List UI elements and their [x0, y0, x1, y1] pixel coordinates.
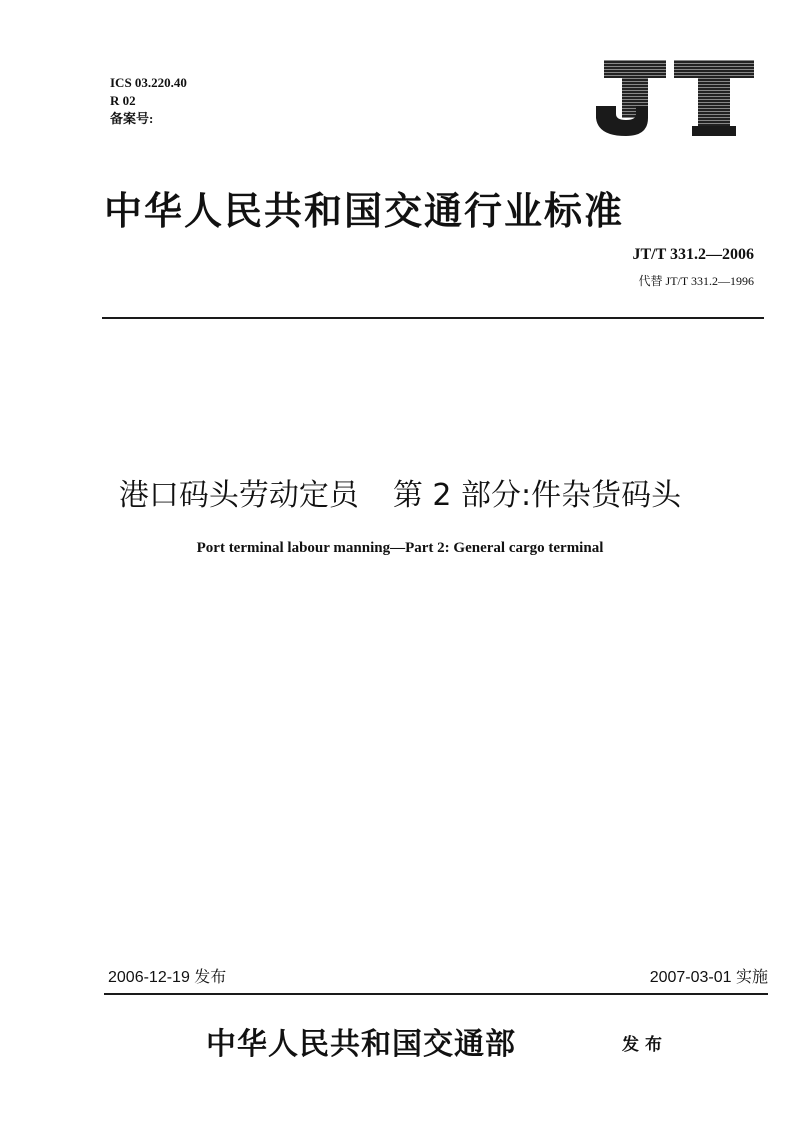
document-title-part1: 港口码头劳动定员: [118, 478, 359, 513]
publisher-name: 中华人民共和国交通部: [206, 1027, 516, 1062]
jt-logo-graphic: [596, 56, 756, 138]
header-title: 中华人民共和国交通行业标准: [104, 188, 625, 233]
bottom-divider: [104, 993, 768, 995]
jt-logo: [596, 56, 756, 138]
replaces-standard: 代替 JT/T 331.2—1996: [638, 274, 754, 288]
document-title-part2: 第 2 部分:件杂货码头: [392, 478, 682, 513]
document-title-english: Port terminal labour manning—Part 2: General cargo terminal: [196, 540, 604, 556]
category-code: R 02: [110, 93, 136, 108]
standard-number: JT/T 331.2—2006: [632, 246, 754, 263]
ics-code: ICS 03.220.40: [110, 75, 187, 90]
document-title: [0, 470, 800, 514]
publish-label: 发布: [622, 1035, 668, 1055]
record-number-label: 备案号:: [110, 111, 154, 126]
implementation-date: 2007-03-01 实施: [649, 969, 768, 986]
classification-codes: [110, 74, 187, 128]
top-divider: [102, 317, 764, 319]
issue-date: 2006-12-19 发布: [108, 969, 227, 986]
